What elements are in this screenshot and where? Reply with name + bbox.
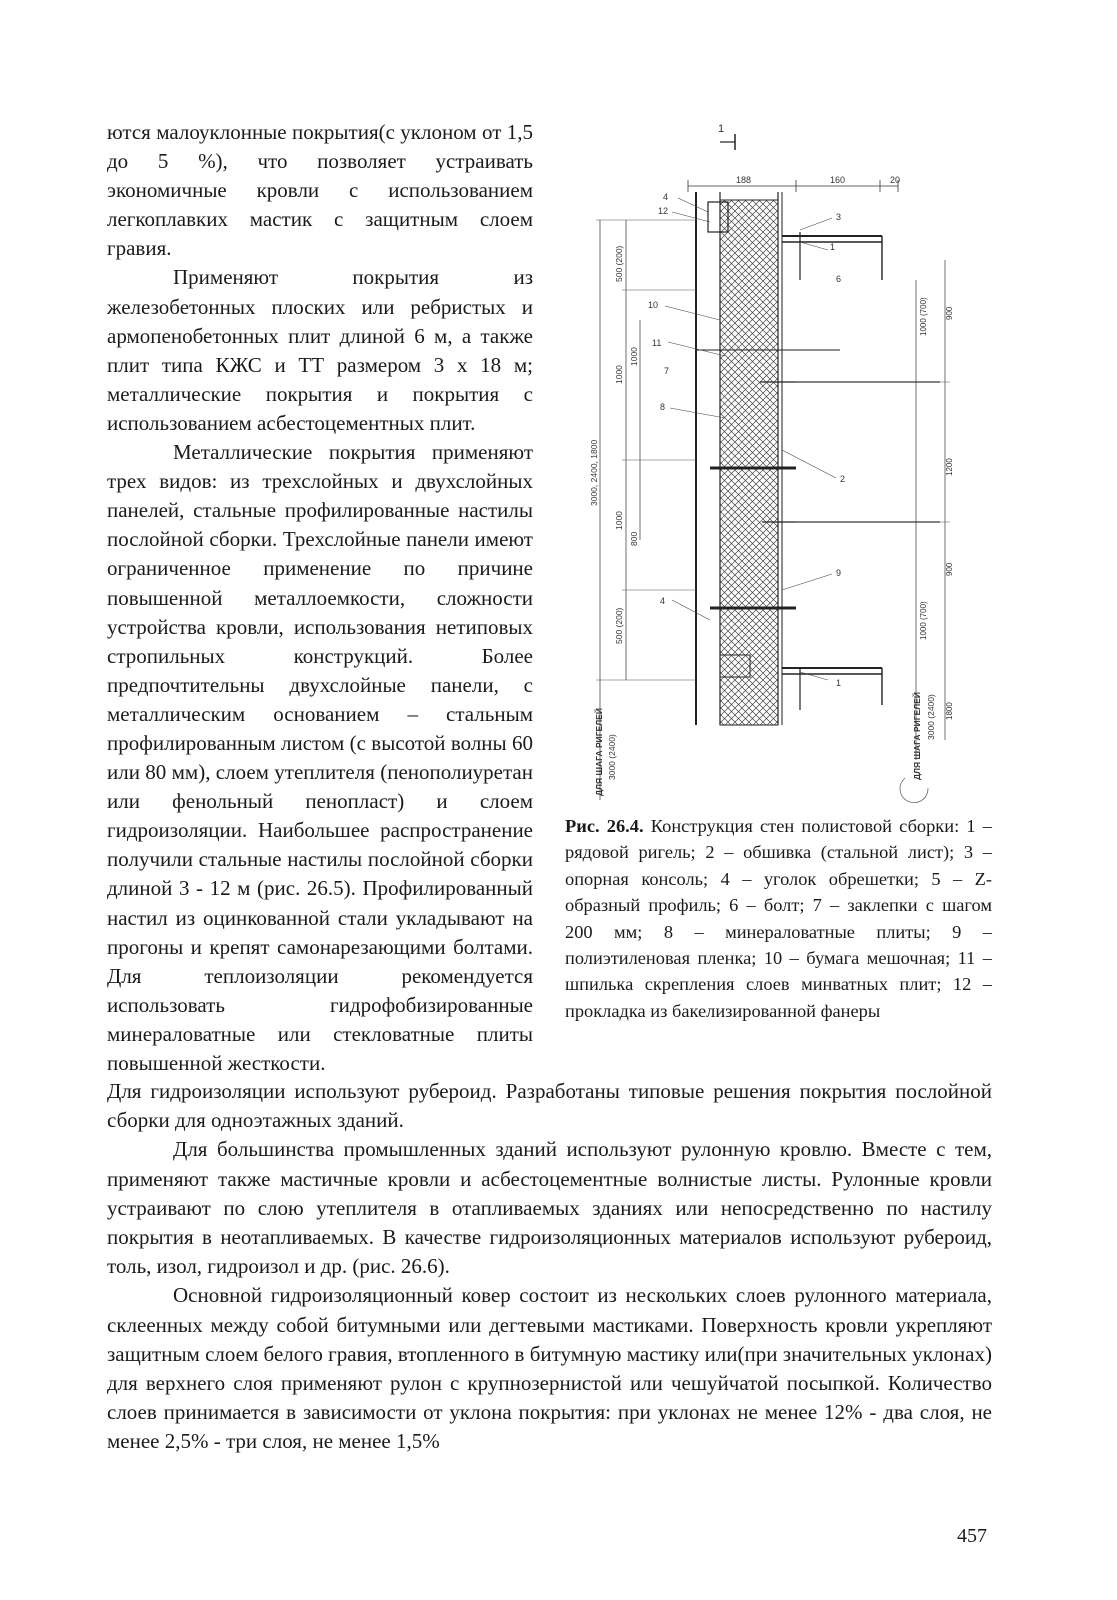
callout-1: 1 bbox=[830, 242, 836, 252]
paragraph: Основной гидроизоляционный ковер состоит из нескольких слоев рулонного материала, склеенных между собой битумными или дегтевыми мастиками. Поверхность кровли укрепляют защитным слоем белого гравия, втопленного в битумную мастику или(при значительных уклонах) для верхнего слоя применяют рулон с крупнозернистой или чешуйчатой посыпкой. Количество слоев принимается в зависимости от уклона покрытия: при уклонах не менее 12% - два слоя, не менее 2,5% - три слоя, не менее 1,5% bbox=[107, 1283, 992, 1454]
figure-caption bbox=[565, 813, 992, 1024]
paragraph: Применяют покрытия из железобетонных плоских или ребристых и армопенобетонных плит длиной 6 м, а также плит типа КЖС и ТТ размером 3 х 18 м; металлические покрытия и покрытия с использованием асбестоцементных плит. bbox=[107, 265, 533, 435]
dim-right-3: 1200 bbox=[945, 458, 954, 476]
paragraph: Металлические покрытия применяют трех видов: из трехслойных и двухслойных панелей, стальные профилированные настилы послойной сборки. Трехслойные панели имеют ограниченное применение по причине повышенной металлоемкости, сложности устройства кровли, использования нетиповых стропильных конструкций. Более предпочтительны двухслойные панели, с металлическим основанием – стальным профилированным листом (с высотой волны 60 или 80 мм), слоем утеплителя (пенополиуретан или фенольный пенопласт) и слоем гидроизоляции. Наибольшее распространение получили стальные настилы послойной сборки длиной 3 - 12 м (рис. 26.5). Профилированный настил из оцинкованной стали укладывают на прогоны и крепят самонарезающими болтами. Для теплоизоляции рекомендуется использовать гидрофобизированные минераловатные или стекловатные плиты повышенной жесткости. bbox=[107, 440, 533, 1075]
dim-left-1: 500 (200) bbox=[614, 245, 624, 282]
dim-right-1: 1000 (700) bbox=[919, 297, 928, 336]
callout-12: 12 bbox=[658, 206, 669, 216]
paragraph: ются малоуклонные покрытия(с уклоном от 1,5 до 5 %), что позволяет устраивать экономичные кровли с использованием легкоплавких мастик с защитным слоем гравия. bbox=[107, 120, 533, 261]
dim-left-7: 500 (200) bbox=[614, 607, 624, 644]
dim-left-3: 1000 bbox=[629, 347, 639, 366]
left-axis-value: 3000 (2400) bbox=[607, 734, 617, 780]
dim-right-5: 900 bbox=[945, 562, 954, 576]
left-axis-label: ДЛЯ ШАГА РИГЕЛЕЙ bbox=[594, 708, 604, 796]
drawing-svg bbox=[560, 120, 1000, 810]
dim-right-4: 1000 (700) bbox=[919, 601, 928, 640]
right-axis-label: ДЛЯ ШАГА РИГЕЛЕЙ bbox=[912, 692, 922, 780]
paragraph: Для большинства промышленных зданий используют рулонную кровлю. Вместе с тем, применяют также мастичные кровли и асбестоцементные волнистые листы. Рулонные кровли устраивают по слою утеплителя в отапливаемых зданиях или непосредственно по настилу покрытия в неотапливаемых. В качестве гидроизоляционных материалов используют рубероид, толь, изол, гидроизол и др. (рис. 26.6). bbox=[107, 1137, 992, 1279]
right-axis-value: 3000 (2400) bbox=[926, 694, 936, 740]
callout-1-bottom: 1 bbox=[836, 678, 842, 688]
dim-right-6: 1800 bbox=[945, 702, 954, 720]
dim-right-2: 900 bbox=[945, 306, 954, 320]
callout-4: 4 bbox=[663, 192, 669, 202]
callout-4-bottom: 4 bbox=[660, 596, 666, 606]
dim-top-2: 160 bbox=[830, 175, 846, 185]
dim-left-6: 800 bbox=[629, 531, 639, 546]
page-number: 457 bbox=[957, 1525, 987, 1547]
callout-7: 7 bbox=[664, 366, 670, 376]
dim-left-4: 3000, 2400, 1800 bbox=[589, 439, 599, 506]
dim-left-5: 1000 bbox=[614, 511, 624, 530]
left-column bbox=[107, 118, 533, 1078]
dim-left-2: 1000 bbox=[614, 365, 624, 384]
callout-11: 11 bbox=[652, 338, 662, 348]
full-width-text bbox=[107, 1077, 992, 1457]
paragraph: Для гидроизоляции используют рубероид. Разработаны типовые решения покрытия послойной сборки для одноэтажных зданий. bbox=[107, 1079, 992, 1133]
wall-construction-drawing bbox=[560, 120, 1000, 810]
dim-top-1: 188 bbox=[736, 175, 752, 185]
caption-label: Рис. 26.4. bbox=[565, 816, 644, 836]
callout-2: 2 bbox=[840, 474, 846, 484]
section-mark: 1 bbox=[718, 123, 725, 135]
callout-6: 6 bbox=[836, 274, 842, 284]
caption-text: Конструкция стен полистовой сборки: 1 – рядовой ригель; 2 – обшивка (стальной лист); 3 – опорная консоль; 4 – уголок обрешетки; 5 – Z-образный профиль; 6 – болт; 7 – заклепки с шагом 200 мм; 8 – минераловатные плиты; 9 – полиэтиленовая пленка; 10 – бумага мешочная; 11 – шпилька скрепления слоев минватных плит; 12 – прокладка из бакелизированной фанеры bbox=[565, 816, 992, 1021]
dim-top-3: 20 bbox=[890, 175, 901, 185]
callout-9: 9 bbox=[836, 568, 842, 578]
callout-8: 8 bbox=[660, 402, 666, 412]
callout-10: 10 bbox=[648, 300, 659, 310]
callout-3: 3 bbox=[836, 212, 842, 222]
